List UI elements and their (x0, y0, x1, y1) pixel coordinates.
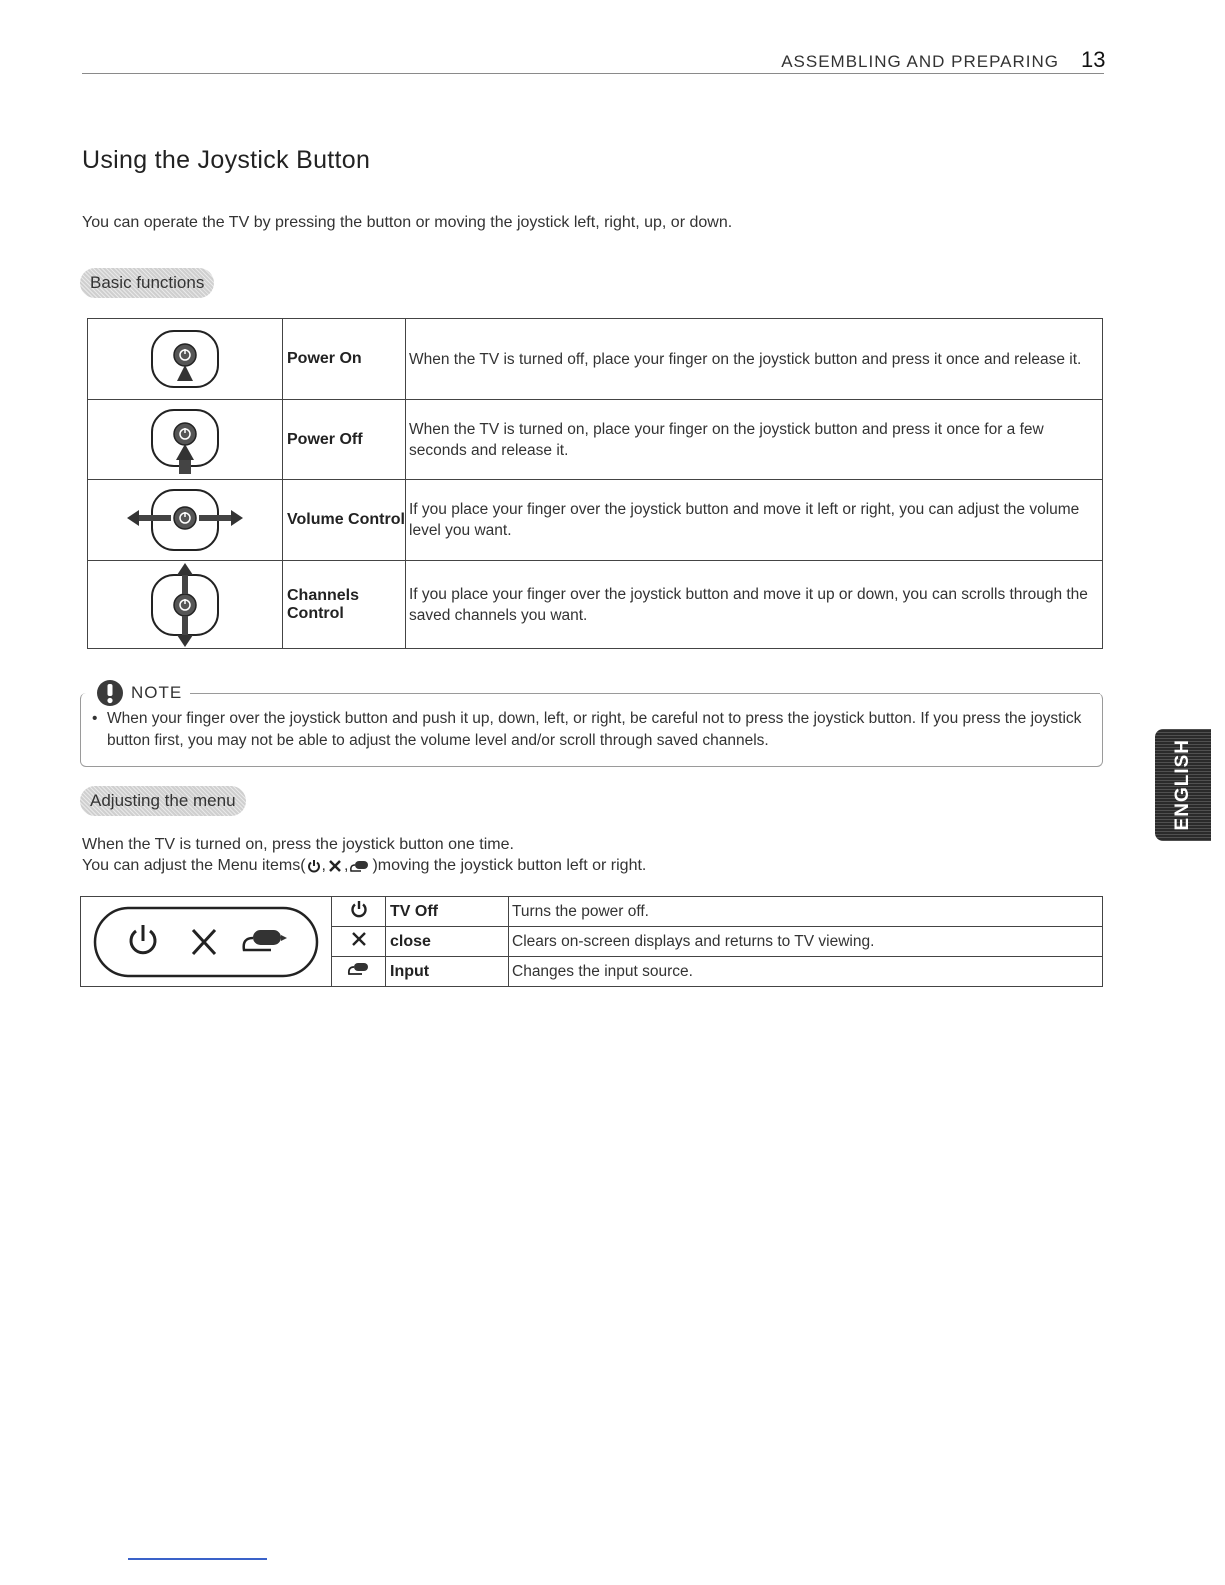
menu-item-name: close (386, 927, 509, 957)
menu-instruction-line1: When the TV is turned on, press the joystick button one time. (82, 836, 514, 853)
table-row (88, 561, 1103, 649)
page-title: Using the Joystick Button (82, 146, 371, 174)
menu-item-description: Turns the power off. (509, 897, 1103, 927)
header-section-title: ASSEMBLING AND PREPARING (781, 52, 1059, 71)
menu-bar-illustration (81, 897, 332, 987)
close-icon (327, 859, 343, 873)
menu-items-table (80, 896, 1103, 987)
language-tab (1155, 729, 1211, 841)
menu-line2-text-end: )moving the joystick button left or right. (372, 857, 647, 874)
intro-text: You can operate the TV by pressing the button or moving the joystick left, right, up, or down. (82, 214, 733, 231)
joystick-hold-icon (88, 400, 283, 480)
power-icon (307, 859, 321, 873)
adjusting-menu-heading: Adjusting the menu (80, 786, 246, 816)
menu-item-name: Input (386, 957, 509, 987)
basic-functions-heading: Basic functions (80, 268, 214, 298)
note-top-rule (190, 693, 1100, 694)
close-icon (332, 927, 386, 957)
function-name: Channels Control (283, 561, 406, 649)
menu-line2-text-start: You can adjust the Menu items( (82, 857, 306, 874)
close-icon (193, 930, 215, 954)
note-label: NOTE (131, 683, 183, 702)
menu-item-description: Changes the input source. (509, 957, 1103, 987)
note-body: When your finger over the joystick button and push it up, down, left, or right, be careful not to press the joystick button. If you press the joystick button first, you may not be able to adjust the volume level and/or scroll through saved channels. (107, 710, 1082, 749)
table-row (88, 319, 1103, 400)
menu-instruction-line2 (82, 857, 646, 875)
table-row (88, 400, 1103, 480)
menu-item-name: TV Off (386, 897, 509, 927)
basic-functions-table (87, 318, 1103, 649)
input-icon (332, 957, 386, 987)
menu-line2-separator: , (344, 857, 349, 874)
menu-line2-separator: , (321, 857, 326, 874)
header-rule (82, 73, 1104, 74)
function-description: When the TV is turned off, place your finger on the joystick button and press it once and release it. (406, 319, 1103, 400)
language-tab-label: ENGLISH (1172, 739, 1193, 831)
note-heading (93, 678, 188, 708)
menu-item-description: Clears on-screen displays and returns to TV viewing. (509, 927, 1103, 957)
page-number: 13 (1081, 47, 1106, 72)
table-row (88, 480, 1103, 561)
joystick-up-down-icon (88, 561, 283, 649)
exclamation-icon (95, 678, 125, 708)
function-name: Volume Control (283, 480, 406, 561)
footer-accent-line (128, 1558, 267, 1560)
input-icon (244, 930, 287, 950)
function-description: When the TV is turned on, place your finger on the joystick button and press it once for a few seconds and release it. (406, 400, 1103, 480)
function-name: Power On (283, 319, 406, 400)
function-name: Power Off (283, 400, 406, 480)
function-description: If you place your finger over the joystick button and move it left or right, you can adjust the volume level you want. (406, 480, 1103, 561)
input-icon (349, 859, 371, 873)
note-bullet: • (92, 710, 98, 727)
table-row (81, 897, 1103, 927)
joystick-left-right-icon (88, 480, 283, 561)
function-description: If you place your finger over the joystick button and move it up or down, you can scrolls through the saved channels you want. (406, 561, 1103, 649)
power-icon (131, 925, 155, 953)
note-text (92, 708, 1082, 752)
power-icon (332, 897, 386, 927)
joystick-press-icon (88, 319, 283, 400)
